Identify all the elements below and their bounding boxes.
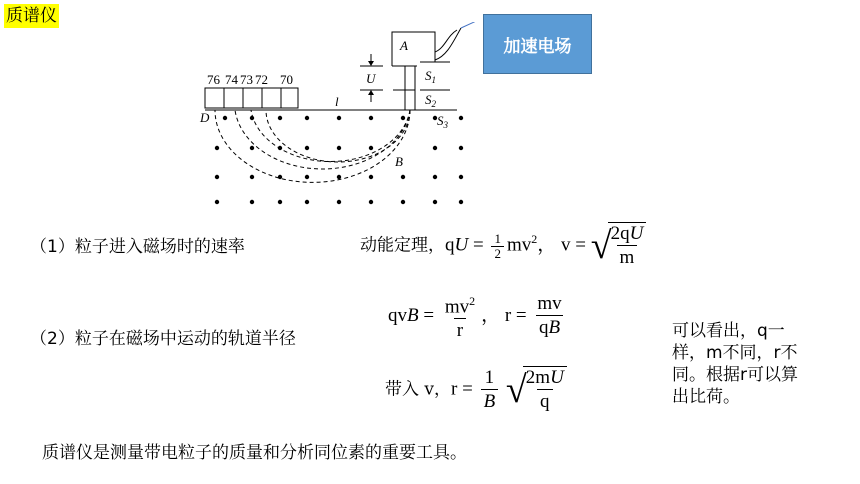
mass-label-74: 74 — [225, 72, 238, 87]
lorentz-force-equation: qvB = $\frac{mv^2}{r}$ ， r = $\frac{mv}{qB}$ — [388, 293, 562, 342]
particle-trajectories — [215, 110, 410, 182]
slide-title: 质谱仪 — [6, 6, 57, 26]
conclusion-note: 可以看出，q一样，m不同，r不同。根据r可以算出比荷。 — [672, 321, 798, 407]
magnetic-field-dots — [215, 116, 463, 204]
label-D: D — [200, 110, 210, 125]
label-S2: $S_2$ — [425, 92, 436, 109]
substitution-lead: 带入 v， — [385, 379, 452, 400]
radius-equation: 带入 v，r = $\frac{1}{B}$ √ $\frac{2mU}{q}$ — [385, 366, 570, 414]
kinetic-energy-equation: 动能定理，qU = $\frac{1}{2}$ $mv^2$， v = √ $\frac{2qU}{m}$ — [360, 222, 649, 270]
label-A: A — [400, 38, 408, 53]
label-S3: $S_3$ — [437, 113, 448, 130]
label-S1: $S_1$ — [425, 68, 436, 85]
mass-spectrometer-diagram — [195, 22, 475, 207]
accelerating-field-callout: 加速电场 — [483, 14, 592, 74]
question-1-label: （1）粒子进入磁场时的速率 — [30, 237, 245, 257]
equation-lead: 动能定理， — [360, 235, 445, 256]
label-l: l — [335, 94, 339, 109]
summary-text: 质谱仪是测量带电粒子的质量和分析同位素的重要工具。 — [42, 443, 467, 463]
mass-label-76: 76 — [207, 72, 220, 87]
mass-label-70: 70 — [280, 72, 293, 87]
label-U: U — [366, 71, 376, 86]
mass-label-73: 73 — [240, 72, 253, 87]
question-2-label: （2）粒子在磁场中运动的轨道半径 — [30, 329, 296, 349]
detector-plate — [205, 88, 298, 108]
mass-label-72: 72 — [255, 72, 268, 87]
label-B: B — [395, 154, 403, 169]
